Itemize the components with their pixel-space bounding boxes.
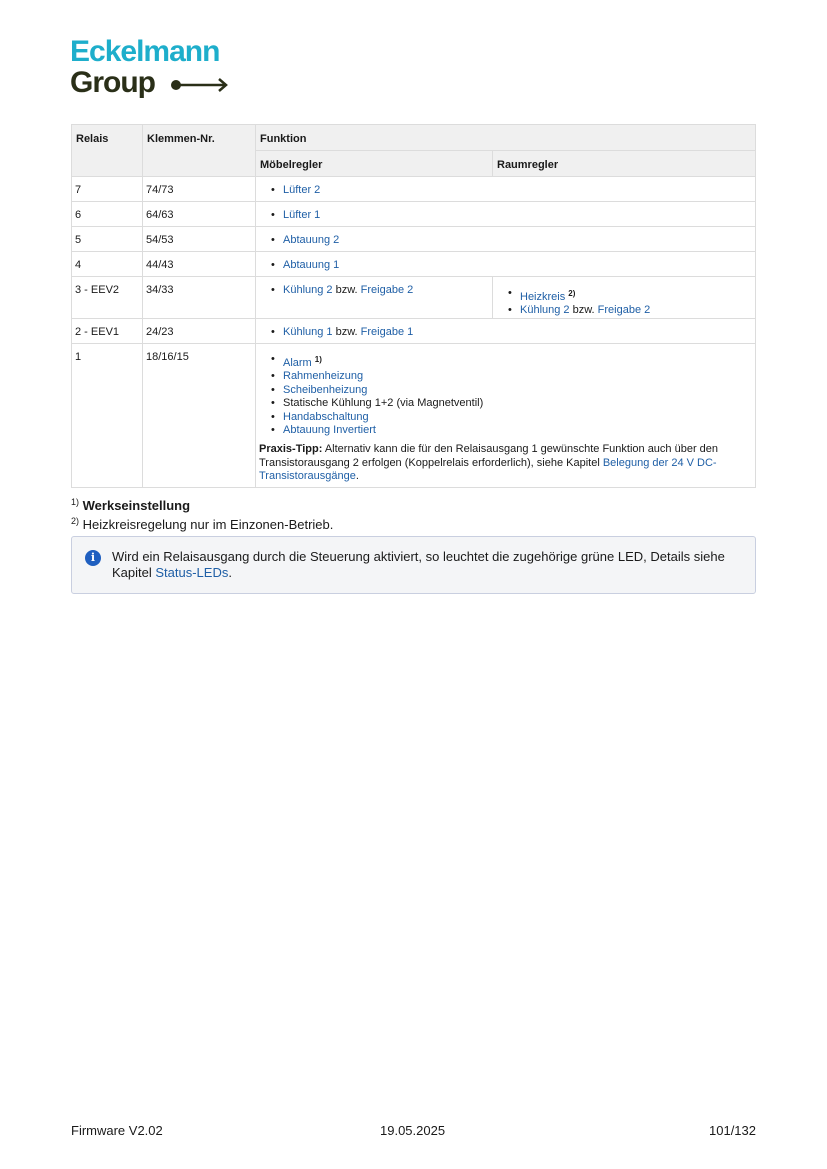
link-scheibenheizung[interactable]: Scheibenheizung: [283, 383, 368, 396]
cell-klemmen: 64/63: [143, 202, 256, 227]
header-relais: Relais: [72, 125, 143, 177]
tip-end: .: [355, 470, 359, 483]
table-row: [72, 252, 756, 277]
link-luefter-2[interactable]: Lüfter 2: [283, 184, 321, 196]
logo-line2: Group: [70, 66, 155, 99]
cell-funktion: [256, 252, 756, 277]
footer-firmware: Firmware V2.02: [71, 1123, 163, 1138]
logo-line1: Eckelmann: [70, 35, 220, 68]
info-end: .: [228, 565, 232, 580]
footnote-2-mark: 2): [71, 516, 80, 526]
table-row: [72, 227, 756, 252]
link-abtauung-1[interactable]: Abtauung 1: [283, 259, 340, 271]
cell-funktion: [256, 202, 756, 227]
link-status-leds[interactable]: Status-LEDs: [155, 565, 229, 580]
cell-relais: 6: [72, 202, 143, 227]
link-freigabe-2[interactable]: Freigabe 2: [360, 284, 414, 296]
relay-table: [71, 124, 756, 488]
cell-raum: [493, 277, 756, 319]
link-abtauung-invertiert[interactable]: Abtauung Invertiert: [283, 424, 376, 437]
info-body: Wird ein Relaisausgang durch die Steuerung aktiviert, so leuchtet die zugehörige grüne LED, Details siehe Kapitel: [112, 549, 725, 580]
info-icon: i: [85, 550, 101, 566]
praxis-tipp: [259, 443, 752, 486]
cell-relais: 3 - EEV2: [72, 277, 143, 319]
table-row: [72, 277, 756, 319]
tip-label: Praxis-Tipp:: [259, 443, 323, 456]
footer-page: 101/132: [709, 1123, 756, 1138]
tip-text: Alternativ kann die für den Relaisausgang 1 gewünschte Funktion auch über den Transistorausgang 2 erfolgen (Koppelrelais erforderlich), siehe Kapitel: [259, 443, 719, 469]
link-kuehlung-2[interactable]: Kühlung 2: [283, 284, 333, 296]
footnote-1: [71, 494, 190, 514]
footnote-1-text: Werkseinstellung: [82, 498, 191, 513]
link-freigabe-1[interactable]: Freigabe 1: [360, 326, 414, 338]
cell-klemmen: 74/73: [143, 177, 256, 202]
link-abtauung-2[interactable]: Abtauung 2: [283, 234, 340, 246]
table-header-row: [72, 125, 756, 151]
table-row: [72, 177, 756, 202]
cell-klemmen: 24/23: [143, 319, 256, 344]
cell-funktion: [256, 319, 756, 344]
header-klemmen: Klemmen-Nr.: [143, 125, 256, 177]
cell-relais: 2 - EEV1: [72, 319, 143, 344]
link-handabschaltung[interactable]: Handabschaltung: [283, 410, 369, 423]
footnote-2-text: Heizkreisregelung nur im Einzonen-Betrieb.: [82, 517, 334, 532]
info-box: [71, 536, 756, 594]
text-bzw: bzw.: [332, 326, 361, 338]
footnote-2: [71, 513, 333, 533]
text-bzw: bzw.: [332, 284, 361, 296]
info-text: [112, 549, 742, 581]
table-row: [72, 202, 756, 227]
footnote-mark-2: 2): [568, 289, 576, 298]
cell-funktion: [256, 177, 756, 202]
link-rahmenheizung[interactable]: Rahmenheizung: [283, 370, 364, 383]
link-heizkreis[interactable]: Heizkreis: [520, 291, 566, 303]
cell-relais: 1: [72, 344, 143, 488]
cell-klemmen: 54/53: [143, 227, 256, 252]
cell-relais: 7: [72, 177, 143, 202]
text-statische-kuehlung: Statische Kühlung 1+2 (via Magnetventil): [283, 397, 484, 410]
cell-moebel: [256, 277, 493, 319]
company-logo: [70, 36, 240, 106]
header-moebel: Möbelregler: [256, 151, 493, 177]
cell-klemmen: 18/16/15: [143, 344, 256, 488]
header-raum: Raumregler: [493, 151, 756, 177]
table-row: [72, 319, 756, 344]
link-transistorausgaenge[interactable]: Belegung der 24 V DC-Transistorausgänge: [259, 456, 717, 483]
link-luefter-1[interactable]: Lüfter 1: [283, 209, 321, 221]
link-kuehlung-1[interactable]: Kühlung 1: [283, 326, 333, 338]
footnote-mark-1: 1): [314, 355, 322, 364]
table-row: [72, 344, 756, 488]
cell-funktion: [256, 227, 756, 252]
arrow-icon: [170, 78, 230, 92]
cell-klemmen: 34/33: [143, 277, 256, 319]
link-kuehlung-2[interactable]: Kühlung 2: [520, 304, 570, 317]
cell-klemmen: 44/43: [143, 252, 256, 277]
header-funktion: Funktion: [256, 125, 756, 151]
link-freigabe-2[interactable]: Freigabe 2: [597, 304, 651, 317]
link-alarm[interactable]: Alarm: [283, 357, 312, 369]
cell-funktion: [256, 344, 756, 488]
footer-date: 19.05.2025: [380, 1123, 446, 1138]
cell-relais: 4: [72, 252, 143, 277]
cell-relais: 5: [72, 227, 143, 252]
text-bzw: bzw.: [569, 304, 598, 317]
footnote-1-mark: 1): [71, 497, 80, 507]
